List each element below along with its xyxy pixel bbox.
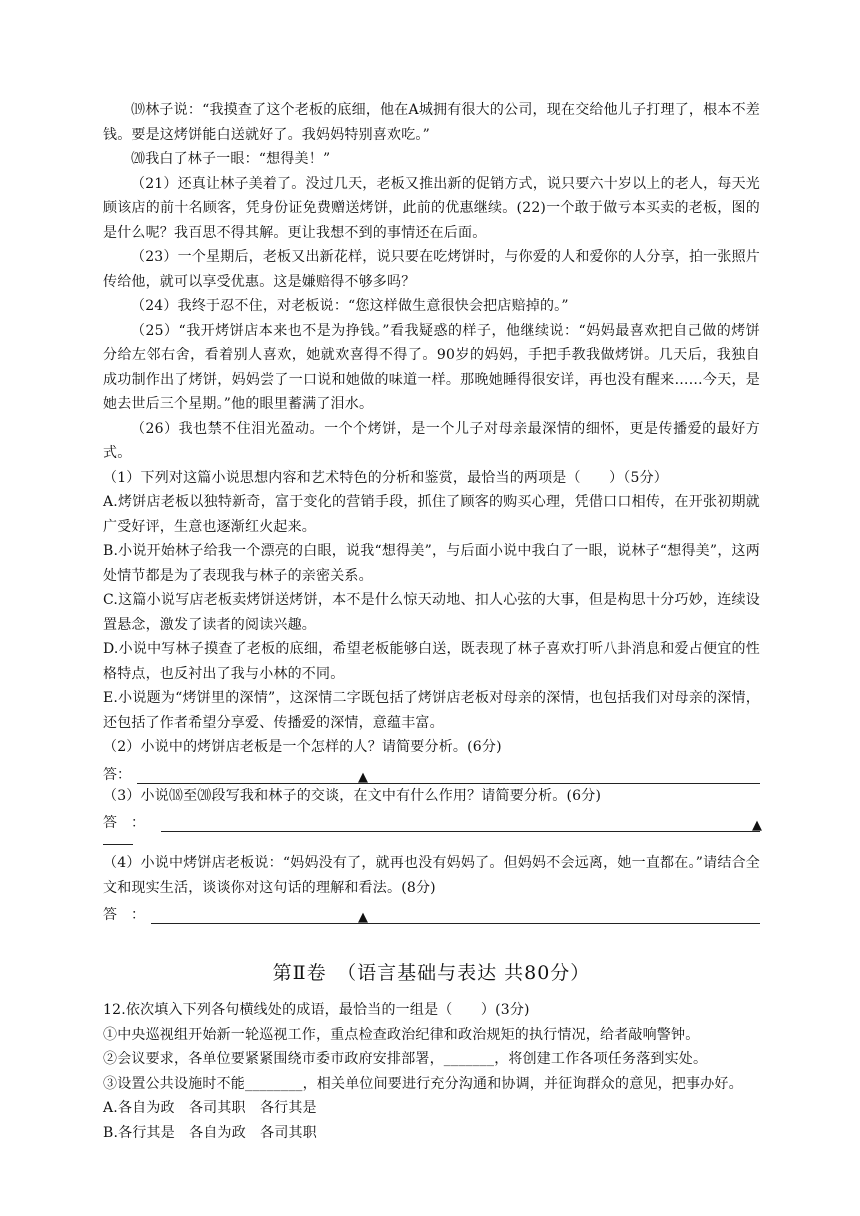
answer-label: 答 ： <box>103 907 145 923</box>
answer-underline <box>137 765 760 784</box>
option-12b: B.各行其是 各自为政 各司其职 <box>103 1124 317 1141</box>
paragraph-21: （21）还真让林子美着了。没过几天，老板又推出新的促销方式，说只要六十岁以上的老人，每天光顾该店的前十名顾客，凭身份证免费赠送烤饼，此前的优惠继续。(22)一个敢于做亏本买卖的老板，图的是什么呢？我百思不得其解。更让我想不到的事情还在后面。 <box>103 175 760 241</box>
answer-label: 答 ： <box>103 815 145 831</box>
triangle-marker-icon: ▲ <box>752 818 762 833</box>
option-c: C.这篇小说写店老板卖烤饼送烤饼，本不是什么惊天动地、扣人心弦的大事，但是构思十分巧妙，连续设置悬念，激发了读者的阅读兴趣。 <box>103 592 760 633</box>
option-b: B.小说开始林子给我一个漂亮的白眼，说我“想得美”，与后面小说中我白了一眼，说林子“想得美”，这两处情节都是为了表现我与林子的亲密关系。 <box>103 543 760 584</box>
question-4: （4）小说中烤饼店老板说：“妈妈没有了，就再也没有妈妈了。但妈妈不会远离，她一直都在。”请结合全文和现实生活，谈谈你对这句话的理解和看法。(8分) <box>103 855 760 896</box>
triangle-marker-icon: ▲ <box>358 910 368 925</box>
question-1: （1）下列对这篇小说思想内容和艺术特色的分析和鉴赏，最恰当的两项是（ ）（5分） <box>103 469 669 486</box>
answer-line-q4[interactable] <box>103 900 760 924</box>
triangle-marker-icon: ▲ <box>358 769 368 785</box>
question-12: 12.依次填入下列各句横线处的成语，最恰当的一组是（ ）(3分) <box>103 1002 530 1018</box>
option-a: A.烤饼店老板以独特新奇，富于变化的营销手段，抓住了顾客的购买心理，凭借口口相传，在开张初期就广受好评，生意也逐渐红火起来。 <box>103 494 760 535</box>
option-e: E.小说题为“烤饼里的深情”，这深情二字既包括了烤饼店老板对母亲的深情，也包括我们对母亲的深情，还包括了作者希望分享爱、传播爱的深情，意蕴丰富。 <box>103 690 760 731</box>
paragraph-19: ⒆林子说：“我摸查了这个老板的底细，他在A城拥有很大的公司，现在交给他儿子打理了，根本不差钱。要是这烤饼能白送就好了。我妈妈特别喜欢吃。” <box>103 102 760 143</box>
option-d: D.小说中写林子摸查了老板的底细，希望老板能够白送，既表现了林子喜欢打听八卦消息和爱占便宜的性格特点，也反衬出了我与小林的不同。 <box>103 641 760 682</box>
sentence-2: ②会议要求，各单位要紧紧围绕市委市政府安排部署，_______，将创建工作各项任务落到实处。 <box>103 1051 708 1067</box>
paragraph-26: （26）我也禁不住泪光盈动。一个个烤饼，是一个儿子对母亲最深情的细怀，更是传播爱的最好方式。 <box>103 420 760 461</box>
answer-underline-continued <box>103 832 133 845</box>
document-page <box>103 98 760 1145</box>
answer-underline <box>161 813 760 832</box>
sentence-3: ③设置公共设施时不能________，相关单位间要进行充分沟通和协调，并征询群众的意见，把事办好。 <box>103 1075 743 1092</box>
option-12a: A.各自为政 各司其职 各行其是 <box>103 1100 317 1116</box>
answer-label: 答： <box>103 766 131 783</box>
paragraph-24: （24）我终于忍不住，对老板说：“您这样做生意很快会把店赔掉的。” <box>131 298 569 314</box>
answer-line-q2[interactable] <box>103 760 760 784</box>
paragraph-23: （23）一个星期后，老板又出新花样，说只要在吃烤饼时，与你爱的人和爱你的人分享，拍一张照片传给他，就可以享受优惠。这是嫌赔得不够多吗？ <box>103 249 760 290</box>
paragraph-20: ⒇我白了林子一眼：“想得美！” <box>131 151 331 167</box>
answer-line-q3[interactable] <box>103 808 760 832</box>
question-2: （2）小说中的烤饼店老板是一个怎样的人？请简要分析。(6分) <box>103 739 502 755</box>
paragraph-25: （25）“我开烤饼店本来也不是为挣钱。”看我疑惑的样子，他继续说：“妈妈最喜欢把自己做的烤饼分给左邻右舍，看着别人喜欢，她就欢喜得不得了。90岁的妈妈，手把手教我做烤饼。几天后，我独自成功制作出了烤饼，妈妈尝了一口说和她做的味道一样。那晚她睡得很安详，再也没有醒来……今天，是她去世后三个星期。”他的眼里蓄满了泪水。 <box>103 322 760 412</box>
question-3: （3）小说⒅至⒇段写我和林子的交谈，在文中有什么作用？请简要分析。(6分) <box>103 787 602 804</box>
sentence-1: ①中央巡视组开始新一轮巡视工作，重点检查政治纪律和政治规矩的执行情况，给者敲响警钟。 <box>103 1026 700 1043</box>
answer-underline <box>151 905 760 924</box>
section-2-title: 第Ⅱ卷 （语言基础与表达 共80分） <box>272 962 591 984</box>
